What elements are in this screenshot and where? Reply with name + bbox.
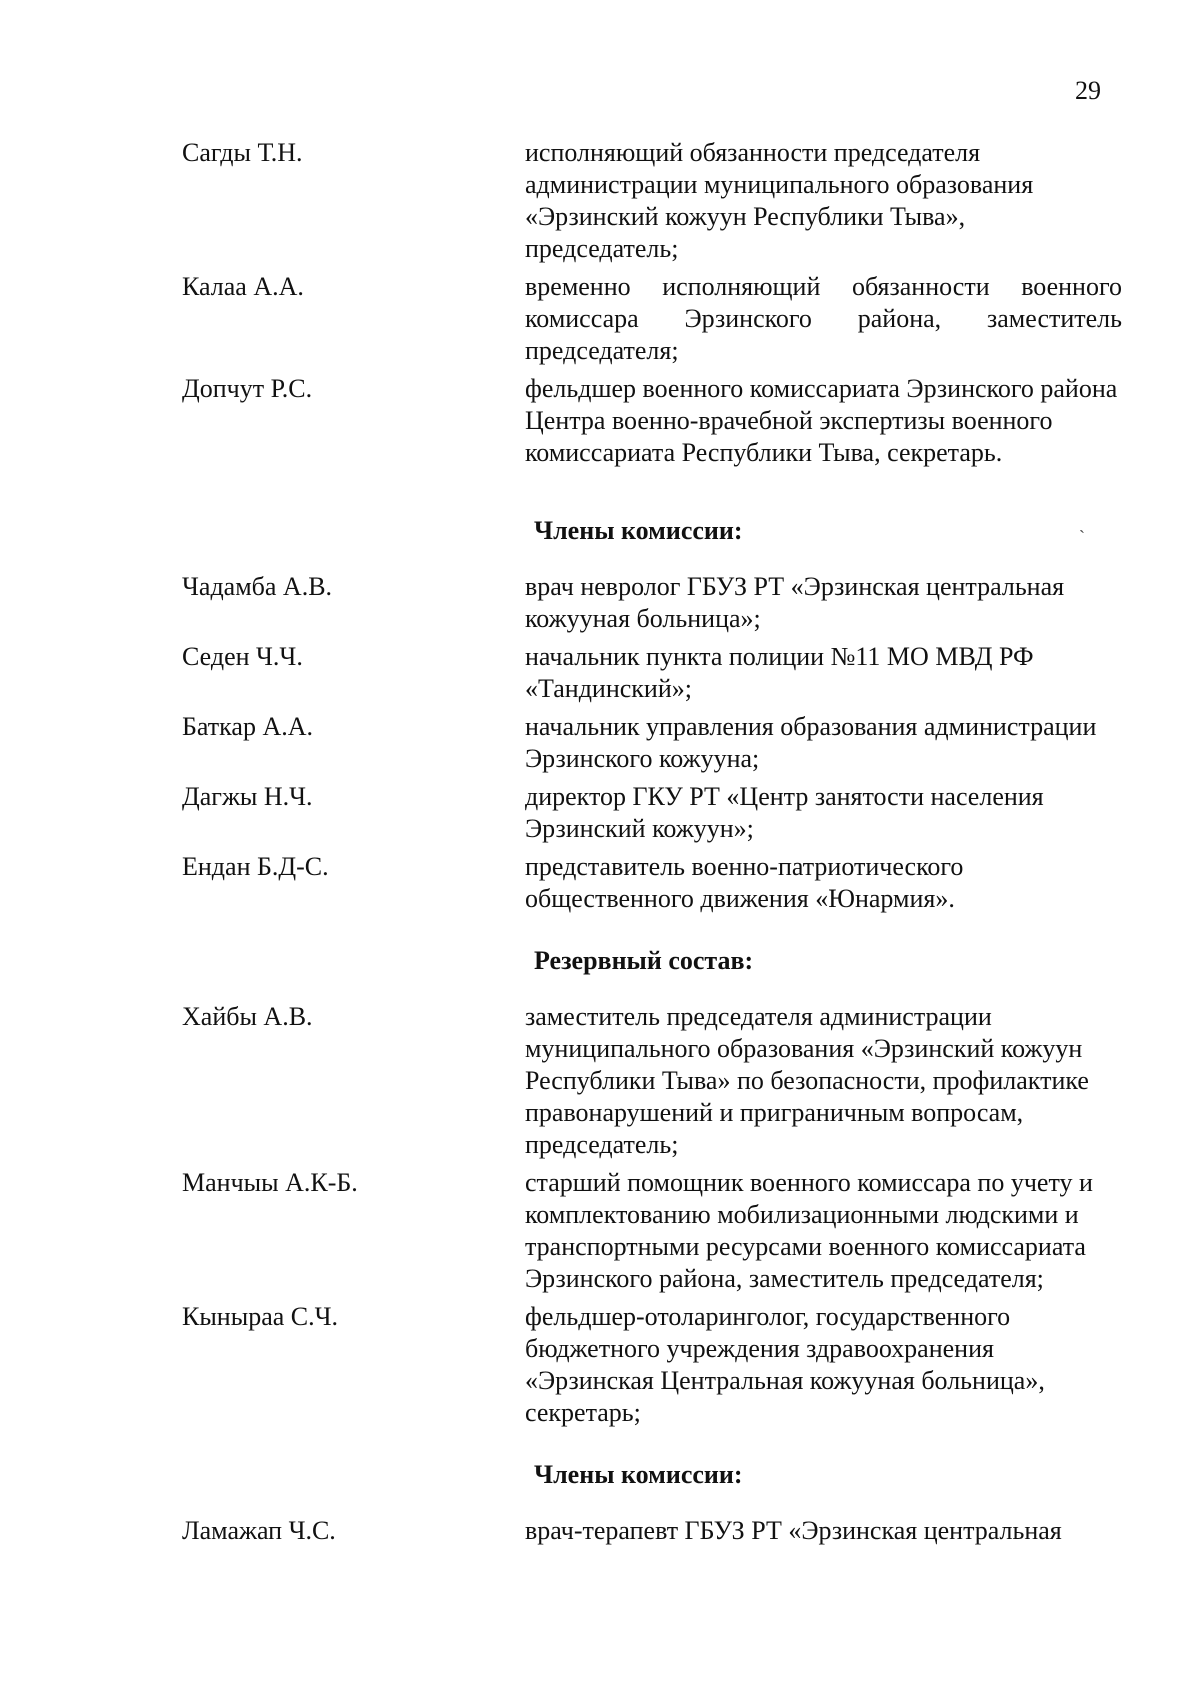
member-role: старший помощник военного комиссара по учету и комплектованию мобилизационными людскими и транспортными ресурсами военного комиссариата Эрзинского района, заместитель председателя; <box>525 1168 1093 1293</box>
member-name: Допчут Р.С. <box>182 374 313 403</box>
member-name: Сагды Т.Н. <box>182 138 303 167</box>
list-item <box>182 711 1122 775</box>
list-item <box>182 271 1122 367</box>
member-role: фельдшер-отоларинголог, государственного бюджетного учреждения здравоохранения «Эрзинская Центральная кожууная больница», секретарь; <box>525 1302 1045 1427</box>
member-name: Чадамба А.В. <box>182 572 333 601</box>
member-role: директор ГКУ РТ «Центр занятости населения Эрзинский кожуун»; <box>525 782 1044 843</box>
commission-list <box>182 137 1122 1553</box>
list-item <box>182 641 1122 705</box>
member-name: Седен Ч.Ч. <box>182 642 303 671</box>
member-name: Дагжы Н.Ч. <box>182 782 313 811</box>
member-role: врач-терапевт ГБУЗ РТ «Эрзинская центральная <box>525 1516 1062 1545</box>
member-role: исполняющий обязанности председателя администрации муниципального образования «Эрзинский кожуун Республики Тыва», председатель; <box>525 138 1034 263</box>
member-name: Манчыы А.К-Б. <box>182 1168 358 1197</box>
list-item <box>182 137 1122 265</box>
member-role: начальник управления образования администрации Эрзинского кожууна; <box>525 712 1097 773</box>
list-item <box>182 571 1122 635</box>
list-item <box>182 1001 1122 1161</box>
scan-speck: ˎ <box>1079 513 1085 533</box>
member-name: Хайбы А.В. <box>182 1002 313 1031</box>
page-number: 29 <box>1075 76 1101 105</box>
member-role: начальник пункта полиции №11 МО МВД РФ «Тандинский»; <box>525 642 1034 703</box>
member-role: представитель военно-патриотического общественного движения «Юнармия». <box>525 852 964 913</box>
list-item <box>182 373 1122 469</box>
member-role: врач невролог ГБУЗ РТ «Эрзинская центральная кожууная больница»; <box>525 572 1065 633</box>
member-name: Калаа А.А. <box>182 272 304 301</box>
list-item <box>182 1301 1122 1429</box>
list-item <box>182 851 1122 915</box>
member-name: Ендан Б.Д-С. <box>182 852 329 881</box>
section-heading-members: Члены комиссии: <box>534 516 743 545</box>
section-heading-members: Члены комиссии: <box>534 1460 743 1489</box>
list-item <box>182 1515 1122 1547</box>
member-name: Ламажап Ч.С. <box>182 1516 336 1545</box>
member-name: Кыныраа С.Ч. <box>182 1302 339 1331</box>
section-heading-reserve: Резервный состав: <box>534 946 754 975</box>
member-role: временно исполняющий обязанности военного комиссара Эрзинского района, заместитель председателя; <box>525 272 1122 365</box>
list-item <box>182 1167 1122 1295</box>
list-item <box>182 781 1122 845</box>
member-name: Баткар А.А. <box>182 712 313 741</box>
member-role: заместитель председателя администрации муниципального образования «Эрзинский кожуун Республики Тыва» по безопасности, профилактике правонарушений и приграничным вопросам, председатель; <box>525 1002 1089 1159</box>
member-role: фельдшер военного комиссариата Эрзинского района Центра военно-врачебной экспертизы военного комиссариата Республики Тыва, секретарь. <box>525 374 1118 467</box>
